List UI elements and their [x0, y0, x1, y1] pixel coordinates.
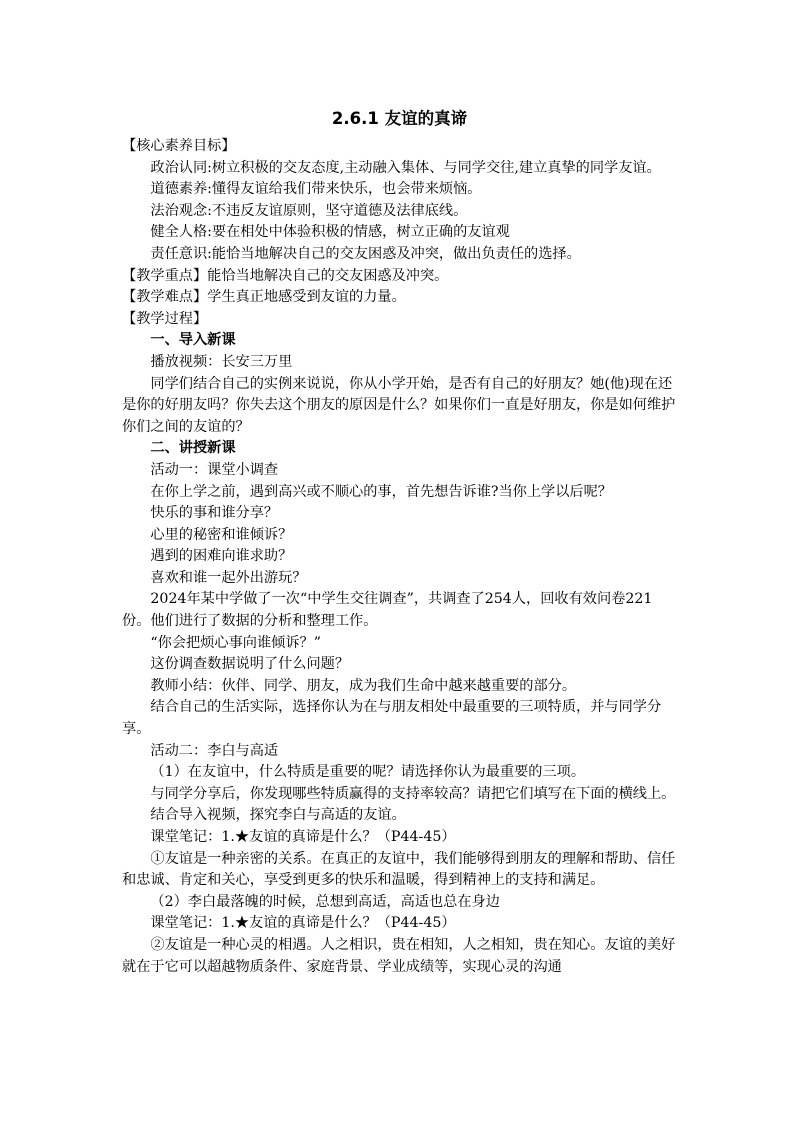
paragraph: 在你上学之前，遇到高兴或不顺心的事，首先想告诉谁?当你上学以后呢？ — [150, 483, 612, 500]
paragraph: ②友谊是一种心灵的相遇。人之相识，贵在相知，人之相知，贵在知心。友谊的美好就在于它可以超越物质条件、家庭背景、学业成绩等，实现心灵的沟通 — [122, 936, 676, 975]
paragraph: ①友谊是一种亲密的关系。在真正的友谊中，我们能够得到朋友的理解和帮助、信任和忠诚、肯定和关心，享受到更多的快乐和温暖，得到精神上的支持和满足。 — [122, 850, 676, 889]
paragraph: （1）在友谊中，什么特质是重要的呢？请选择你认为最重要的三项。 — [150, 764, 586, 781]
paragraph: 2024年某中学做了一次“中学生交往调查”，共调查了254人，回收有效问卷221份。他们进行了数据的分析和整理工作。 — [122, 591, 653, 630]
paragraph: 心里的秘密和谁倾诉？ — [150, 526, 293, 543]
subheading-new-lesson: 二、讲授新课 — [150, 440, 236, 457]
paragraph: 快乐的事和谁分享？ — [150, 505, 279, 522]
section-heading-core-goals: 【核心素养目标】 — [122, 138, 236, 154]
paragraph: 遇到的困难向谁求助？ — [150, 548, 293, 565]
paragraph: 结合自己的生活实际，选择你认为在与朋友相处中最重要的三项特质，并与同学分享。 — [122, 699, 662, 738]
paragraph: 教师小结：伙伴、同学、朋友，成为我们生命中越来越重要的部分。 — [150, 677, 577, 694]
paragraph: 课堂笔记：1.★友谊的真谛是什么？（P44-45） — [150, 915, 456, 932]
paragraph: “你会把烦心事向谁倾诉？” — [150, 634, 321, 651]
goal-political: 政治认同:树立积极的交友态度,主动融入集体、与同学交往,建立真挚的同学友谊。 — [150, 159, 661, 176]
goal-personality: 健全人格:要在相处中体验积极的情感，树立正确的友谊观 — [150, 224, 510, 241]
paragraph: 播放视频：长安三万里 — [150, 353, 293, 370]
goal-responsibility: 责任意识:能恰当地解决自己的交友困惑及冲突，做出负责任的选择。 — [150, 245, 581, 262]
paragraph: 结合导入视频，探究李白与高适的友谊。 — [150, 807, 406, 824]
paragraph: 喜欢和谁一起外出游玩？ — [150, 569, 307, 586]
document-title: 2.6.1 友谊的真谛 — [331, 109, 468, 128]
paragraph: 与同学分享后，你发现哪些特质赢得的支持率较高？请把它们填写在下面的横线上。 — [150, 785, 676, 802]
teaching-key-point: 【教学重点】能恰当地解决自己的交友困惑及冲突。 — [122, 267, 449, 284]
paragraph: （2）李白最落魄的时候，总想到高适，高适也总在身边 — [150, 893, 500, 910]
goal-law: 法治观念:不违反友谊原则，坚守道德及法律底线。 — [150, 202, 468, 219]
subheading-intro: 一、导入新课 — [150, 332, 236, 349]
paragraph: 活动二：李白与高适 — [150, 742, 279, 759]
paragraph: 活动一：课堂小调查 — [150, 461, 279, 478]
goal-moral: 道德素养:懂得友谊给我们带来快乐，也会带来烦恼。 — [150, 181, 482, 198]
document-body — [122, 108, 677, 978]
paragraph: 课堂笔记：1.★友谊的真谛是什么？（P44-45） — [150, 829, 456, 845]
paragraph: 同学们结合自己的实例来说说，你从小学开始，是否有自己的好朋友？她(他)现在还是你的好朋友吗？你失去这个朋友的原因是什么？如果你们一直是好朋友，你是如何维护你们之间的友谊的？ — [122, 375, 676, 435]
paragraph: 这份调查数据说明了什么问题？ — [150, 656, 350, 673]
teaching-difficulty: 【教学难点】学生真正地感受到友谊的力量。 — [122, 289, 406, 306]
section-heading-process: 【教学过程】 — [122, 310, 208, 327]
